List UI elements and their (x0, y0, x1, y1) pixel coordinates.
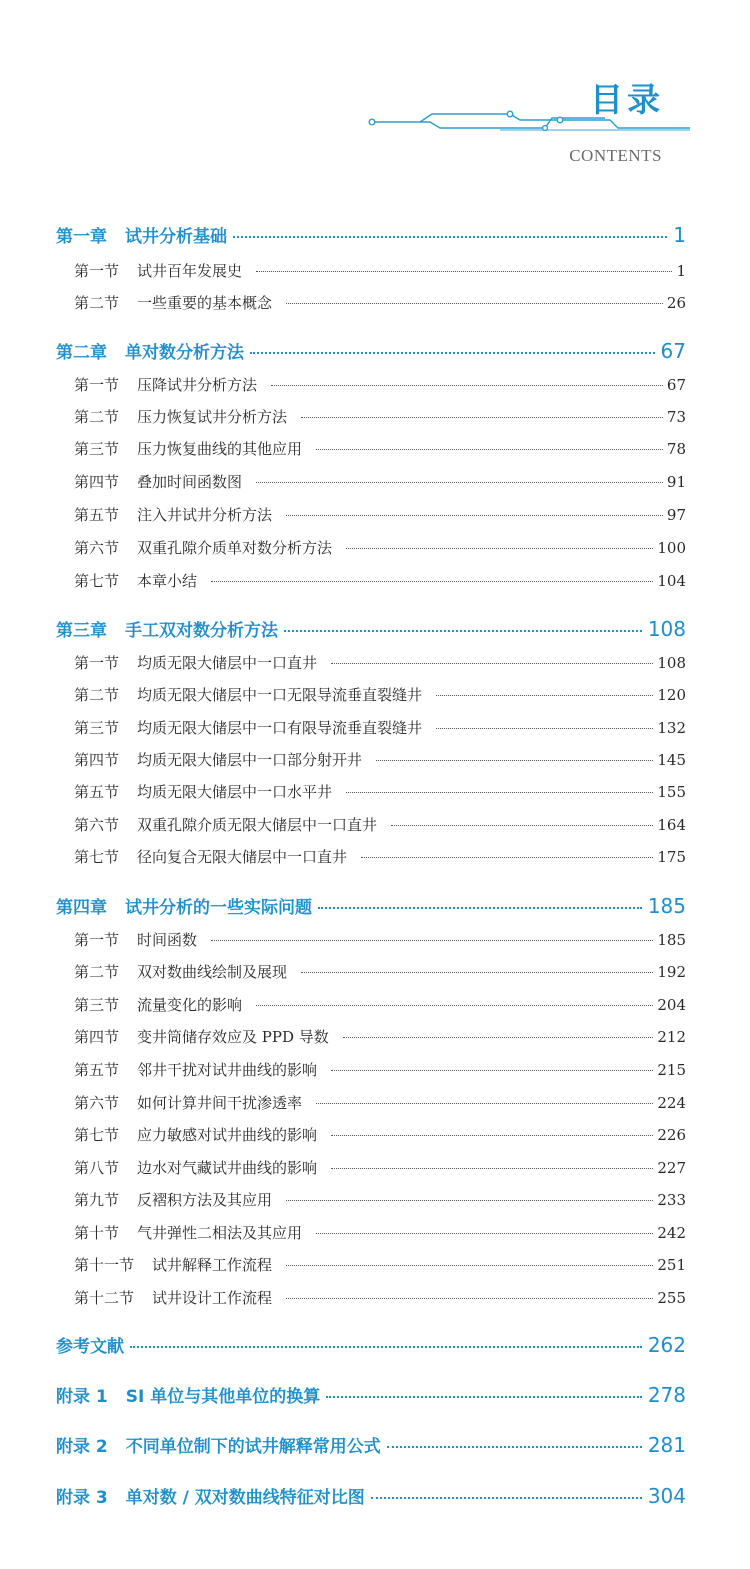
entry-title: 均质无限大储层中一口水平井 (137, 783, 333, 801)
entry-title: 气井弹性二相法及其应用 (137, 1224, 303, 1242)
entry-page-number: 104 (657, 572, 686, 590)
entry-number: 第七节 (74, 848, 120, 866)
toc-section-entry[interactable] (74, 1059, 686, 1080)
dot-leader (331, 1135, 653, 1136)
dot-leader (331, 1168, 653, 1169)
toc-section-entry[interactable] (74, 814, 686, 835)
dot-leader (371, 1497, 642, 1499)
entry-title: SI 单位与其他单位的换算 (125, 1387, 321, 1407)
entry-number: 第二章 (56, 343, 107, 363)
entry-page-number: 26 (666, 294, 686, 312)
entry-number: 第一节 (74, 931, 120, 949)
dot-leader (233, 236, 667, 238)
dot-leader (211, 581, 653, 582)
toc-chapter-entry[interactable] (56, 222, 686, 247)
entry-page-number: 132 (657, 719, 686, 737)
dot-leader (286, 515, 663, 516)
dot-leader (286, 1200, 653, 1201)
toc-section-entry[interactable] (74, 1222, 686, 1243)
entry-number: 第六节 (74, 539, 120, 557)
dot-leader (256, 271, 672, 272)
dot-leader (256, 1005, 653, 1006)
dot-leader (318, 907, 642, 909)
toc-section-entry[interactable] (74, 1157, 686, 1178)
entry-title: 双重孔隙介质无限大储层中一口直井 (137, 816, 378, 834)
entry-title: 邻井干扰对试井曲线的影响 (137, 1061, 318, 1079)
entry-number: 第三节 (74, 996, 120, 1014)
dot-leader (436, 728, 653, 729)
entry-page-number: 227 (657, 1159, 686, 1177)
dot-leader (331, 663, 653, 664)
toc-section-entry[interactable] (74, 994, 686, 1015)
dot-leader (436, 695, 653, 696)
entry-number: 第七节 (74, 1126, 120, 1144)
entry-page-number: 67 (660, 339, 686, 363)
entry-page-number: 262 (647, 1333, 686, 1357)
toc-section-entry[interactable] (74, 570, 686, 591)
entry-page-number: 155 (657, 783, 686, 801)
entry-title: 时间函数 (137, 931, 198, 949)
dot-leader (361, 857, 653, 858)
entry-number: 第一节 (74, 654, 120, 672)
entry-number: 第六节 (74, 1094, 120, 1112)
entry-title: 不同单位制下的试井解释常用公式 (125, 1437, 381, 1457)
toc-section-entry[interactable] (74, 1092, 686, 1113)
entry-number: 第四节 (74, 1028, 120, 1046)
toc-section-entry[interactable] (74, 292, 686, 313)
entry-number: 附录 1 (56, 1387, 108, 1407)
entry-title: 叠加时间函数图 (137, 473, 243, 491)
dot-leader (286, 1265, 653, 1266)
entry-page-number: 233 (657, 1191, 686, 1209)
entry-number: 第五节 (74, 783, 120, 801)
entry-title: 反褶积方法及其应用 (137, 1191, 273, 1209)
circuit-line-decoration (360, 106, 690, 136)
toc-section-entry[interactable] (74, 684, 686, 705)
entry-number: 第三节 (74, 719, 120, 737)
entry-title: 变井筒储存效应及 PPD 导数 (137, 1028, 329, 1046)
dot-leader (331, 1070, 653, 1071)
toc-section-entry[interactable] (74, 260, 686, 281)
entry-page-number: 120 (657, 686, 686, 704)
entry-page-number: 281 (647, 1433, 686, 1457)
dot-leader (387, 1446, 642, 1448)
entry-number: 附录 2 (56, 1437, 108, 1457)
toc-section-entry[interactable] (74, 929, 686, 950)
toc-section-entry[interactable] (74, 471, 686, 492)
entry-number: 附录 3 (56, 1488, 108, 1508)
entry-title: 试井解释工作流程 (152, 1256, 273, 1274)
entry-page-number: 204 (657, 996, 686, 1014)
dot-leader (301, 972, 653, 973)
entry-page-number: 67 (666, 376, 686, 394)
entry-page-number: 251 (657, 1256, 686, 1274)
entry-page-number: 255 (657, 1289, 686, 1307)
entry-title: 应力敏感对试井曲线的影响 (137, 1126, 318, 1144)
entry-page-number: 192 (657, 963, 686, 981)
entry-number: 第二节 (74, 963, 120, 981)
entry-title: 单对数分析方法 (125, 343, 244, 363)
entry-page-number: 215 (657, 1061, 686, 1079)
entry-title: 注入井试井分析方法 (137, 506, 273, 524)
entry-title: 压力恢复曲线的其他应用 (137, 440, 303, 458)
entry-page-number: 108 (657, 654, 686, 672)
entry-title: 单对数 / 双对数曲线特征对比图 (125, 1488, 365, 1508)
entry-title: 均质无限大储层中一口部分射开井 (137, 751, 363, 769)
entry-number: 第三章 (56, 621, 107, 641)
entry-number: 第六节 (74, 816, 120, 834)
entry-number: 第一节 (74, 376, 120, 394)
entry-number: 第五节 (74, 506, 120, 524)
dot-leader (130, 1346, 642, 1348)
entry-page-number: 97 (666, 506, 686, 524)
entry-number: 第二节 (74, 294, 120, 312)
dot-leader (256, 482, 663, 483)
toc-section-entry[interactable] (74, 1254, 686, 1275)
entry-title: 一些重要的基本概念 (137, 294, 273, 312)
toc-section-entry[interactable] (74, 961, 686, 982)
dot-leader (211, 940, 653, 941)
entry-title: 双对数曲线绘制及展现 (137, 963, 288, 981)
dot-leader (376, 760, 653, 761)
entry-title: 试井分析的一些实际问题 (125, 898, 312, 918)
entry-title: 径向复合无限大储层中一口直井 (137, 848, 348, 866)
entry-title: 试井设计工作流程 (152, 1289, 273, 1307)
entry-number: 第八节 (74, 1159, 120, 1177)
entry-number: 第十节 (74, 1224, 120, 1242)
entry-number: 第九节 (74, 1191, 120, 1209)
entry-number: 第十二节 (74, 1289, 135, 1307)
entry-page-number: 100 (657, 539, 686, 557)
toc-section-entry[interactable] (74, 406, 686, 427)
toc-chapter-entry[interactable] (56, 893, 686, 918)
entry-number: 第五节 (74, 1061, 120, 1079)
entry-page-number: 242 (657, 1224, 686, 1242)
entry-title: 均质无限大储层中一口有限导流垂直裂缝井 (137, 719, 423, 737)
entry-number: 第二节 (74, 408, 120, 426)
dot-leader (284, 630, 642, 632)
entry-page-number: 185 (657, 931, 686, 949)
entry-number: 第二节 (74, 686, 120, 704)
entry-title: 本章小结 (137, 572, 198, 590)
toc-header (0, 0, 750, 190)
entry-page-number: 185 (647, 894, 686, 918)
dot-leader (346, 792, 653, 793)
toc-section-entry[interactable] (74, 781, 686, 802)
entry-number: 第四节 (74, 751, 120, 769)
entry-number: 第十一节 (74, 1256, 135, 1274)
entry-number: 第一章 (56, 227, 107, 247)
entry-page-number: 224 (657, 1094, 686, 1112)
entry-page-number: 1 (676, 262, 686, 280)
entry-title: 均质无限大储层中一口直井 (137, 654, 318, 672)
dot-leader (326, 1396, 642, 1398)
toc-section-entry[interactable] (74, 1026, 686, 1047)
entry-page-number: 278 (647, 1383, 686, 1407)
entry-page-number: 145 (657, 751, 686, 769)
toc-section-entry[interactable] (74, 537, 686, 558)
dot-leader (316, 1103, 653, 1104)
toc-section-entry[interactable] (74, 749, 686, 770)
entry-page-number: 91 (666, 473, 686, 491)
toc-chapter-entry[interactable] (56, 1382, 686, 1407)
entry-page-number: 78 (666, 440, 686, 458)
entry-title: 边水对气藏试井曲线的影响 (137, 1159, 318, 1177)
entry-title: 手工双对数分析方法 (125, 621, 278, 641)
toc-section-entry[interactable] (74, 846, 686, 867)
entry-number: 第四章 (56, 898, 107, 918)
toc-chapter-entry[interactable] (56, 1332, 686, 1357)
entry-number: 第四节 (74, 473, 120, 491)
entry-title: 压降试井分析方法 (137, 376, 258, 394)
dot-leader (316, 1233, 653, 1234)
toc-section-entry[interactable] (74, 717, 686, 738)
entry-title: 流量变化的影响 (137, 996, 243, 1014)
entry-title: 参考文献 (56, 1337, 124, 1357)
entry-number: 第三节 (74, 440, 120, 458)
dot-leader (286, 303, 663, 304)
dot-leader (250, 352, 655, 354)
toc-section-entry[interactable] (74, 1189, 686, 1210)
entry-title: 均质无限大储层中一口无限导流垂直裂缝井 (137, 686, 423, 704)
entry-page-number: 108 (647, 617, 686, 641)
toc-chapter-entry[interactable] (56, 1483, 686, 1508)
dot-leader (343, 1037, 654, 1038)
toc-section-entry[interactable] (74, 374, 686, 395)
entry-title: 双重孔隙介质单对数分析方法 (137, 539, 333, 557)
entry-title: 如何计算井间干扰渗透率 (137, 1094, 303, 1112)
toc-chapter-entry[interactable] (56, 616, 686, 641)
dot-leader (301, 417, 663, 418)
entry-page-number: 73 (666, 408, 686, 426)
dot-leader (316, 449, 663, 450)
toc-section-entry[interactable] (74, 504, 686, 525)
toc-chapter-entry[interactable] (56, 1432, 686, 1457)
entry-page-number: 226 (657, 1126, 686, 1144)
entry-page-number: 212 (657, 1028, 686, 1046)
entry-title: 压力恢复试井分析方法 (137, 408, 288, 426)
toc-section-entry[interactable] (74, 652, 686, 673)
toc-section-entry[interactable] (74, 1124, 686, 1145)
entry-page-number: 1 (673, 223, 686, 247)
entry-page-number: 164 (657, 816, 686, 834)
entry-number: 第七节 (74, 572, 120, 590)
dot-leader (271, 385, 663, 386)
toc-chapter-entry[interactable] (56, 338, 686, 363)
dot-leader (286, 1298, 653, 1299)
entry-number: 第一节 (74, 262, 120, 280)
page-subtitle: CONTENTS (569, 146, 662, 165)
entry-page-number: 304 (647, 1484, 686, 1508)
toc-section-entry[interactable] (74, 1287, 686, 1308)
dot-leader (346, 548, 653, 549)
toc-section-entry[interactable] (74, 438, 686, 459)
dot-leader (391, 825, 653, 826)
entry-title: 试井百年发展史 (137, 262, 243, 280)
page-title: 目录 (590, 80, 664, 119)
entry-title: 试井分析基础 (125, 227, 227, 247)
entry-page-number: 175 (657, 848, 686, 866)
